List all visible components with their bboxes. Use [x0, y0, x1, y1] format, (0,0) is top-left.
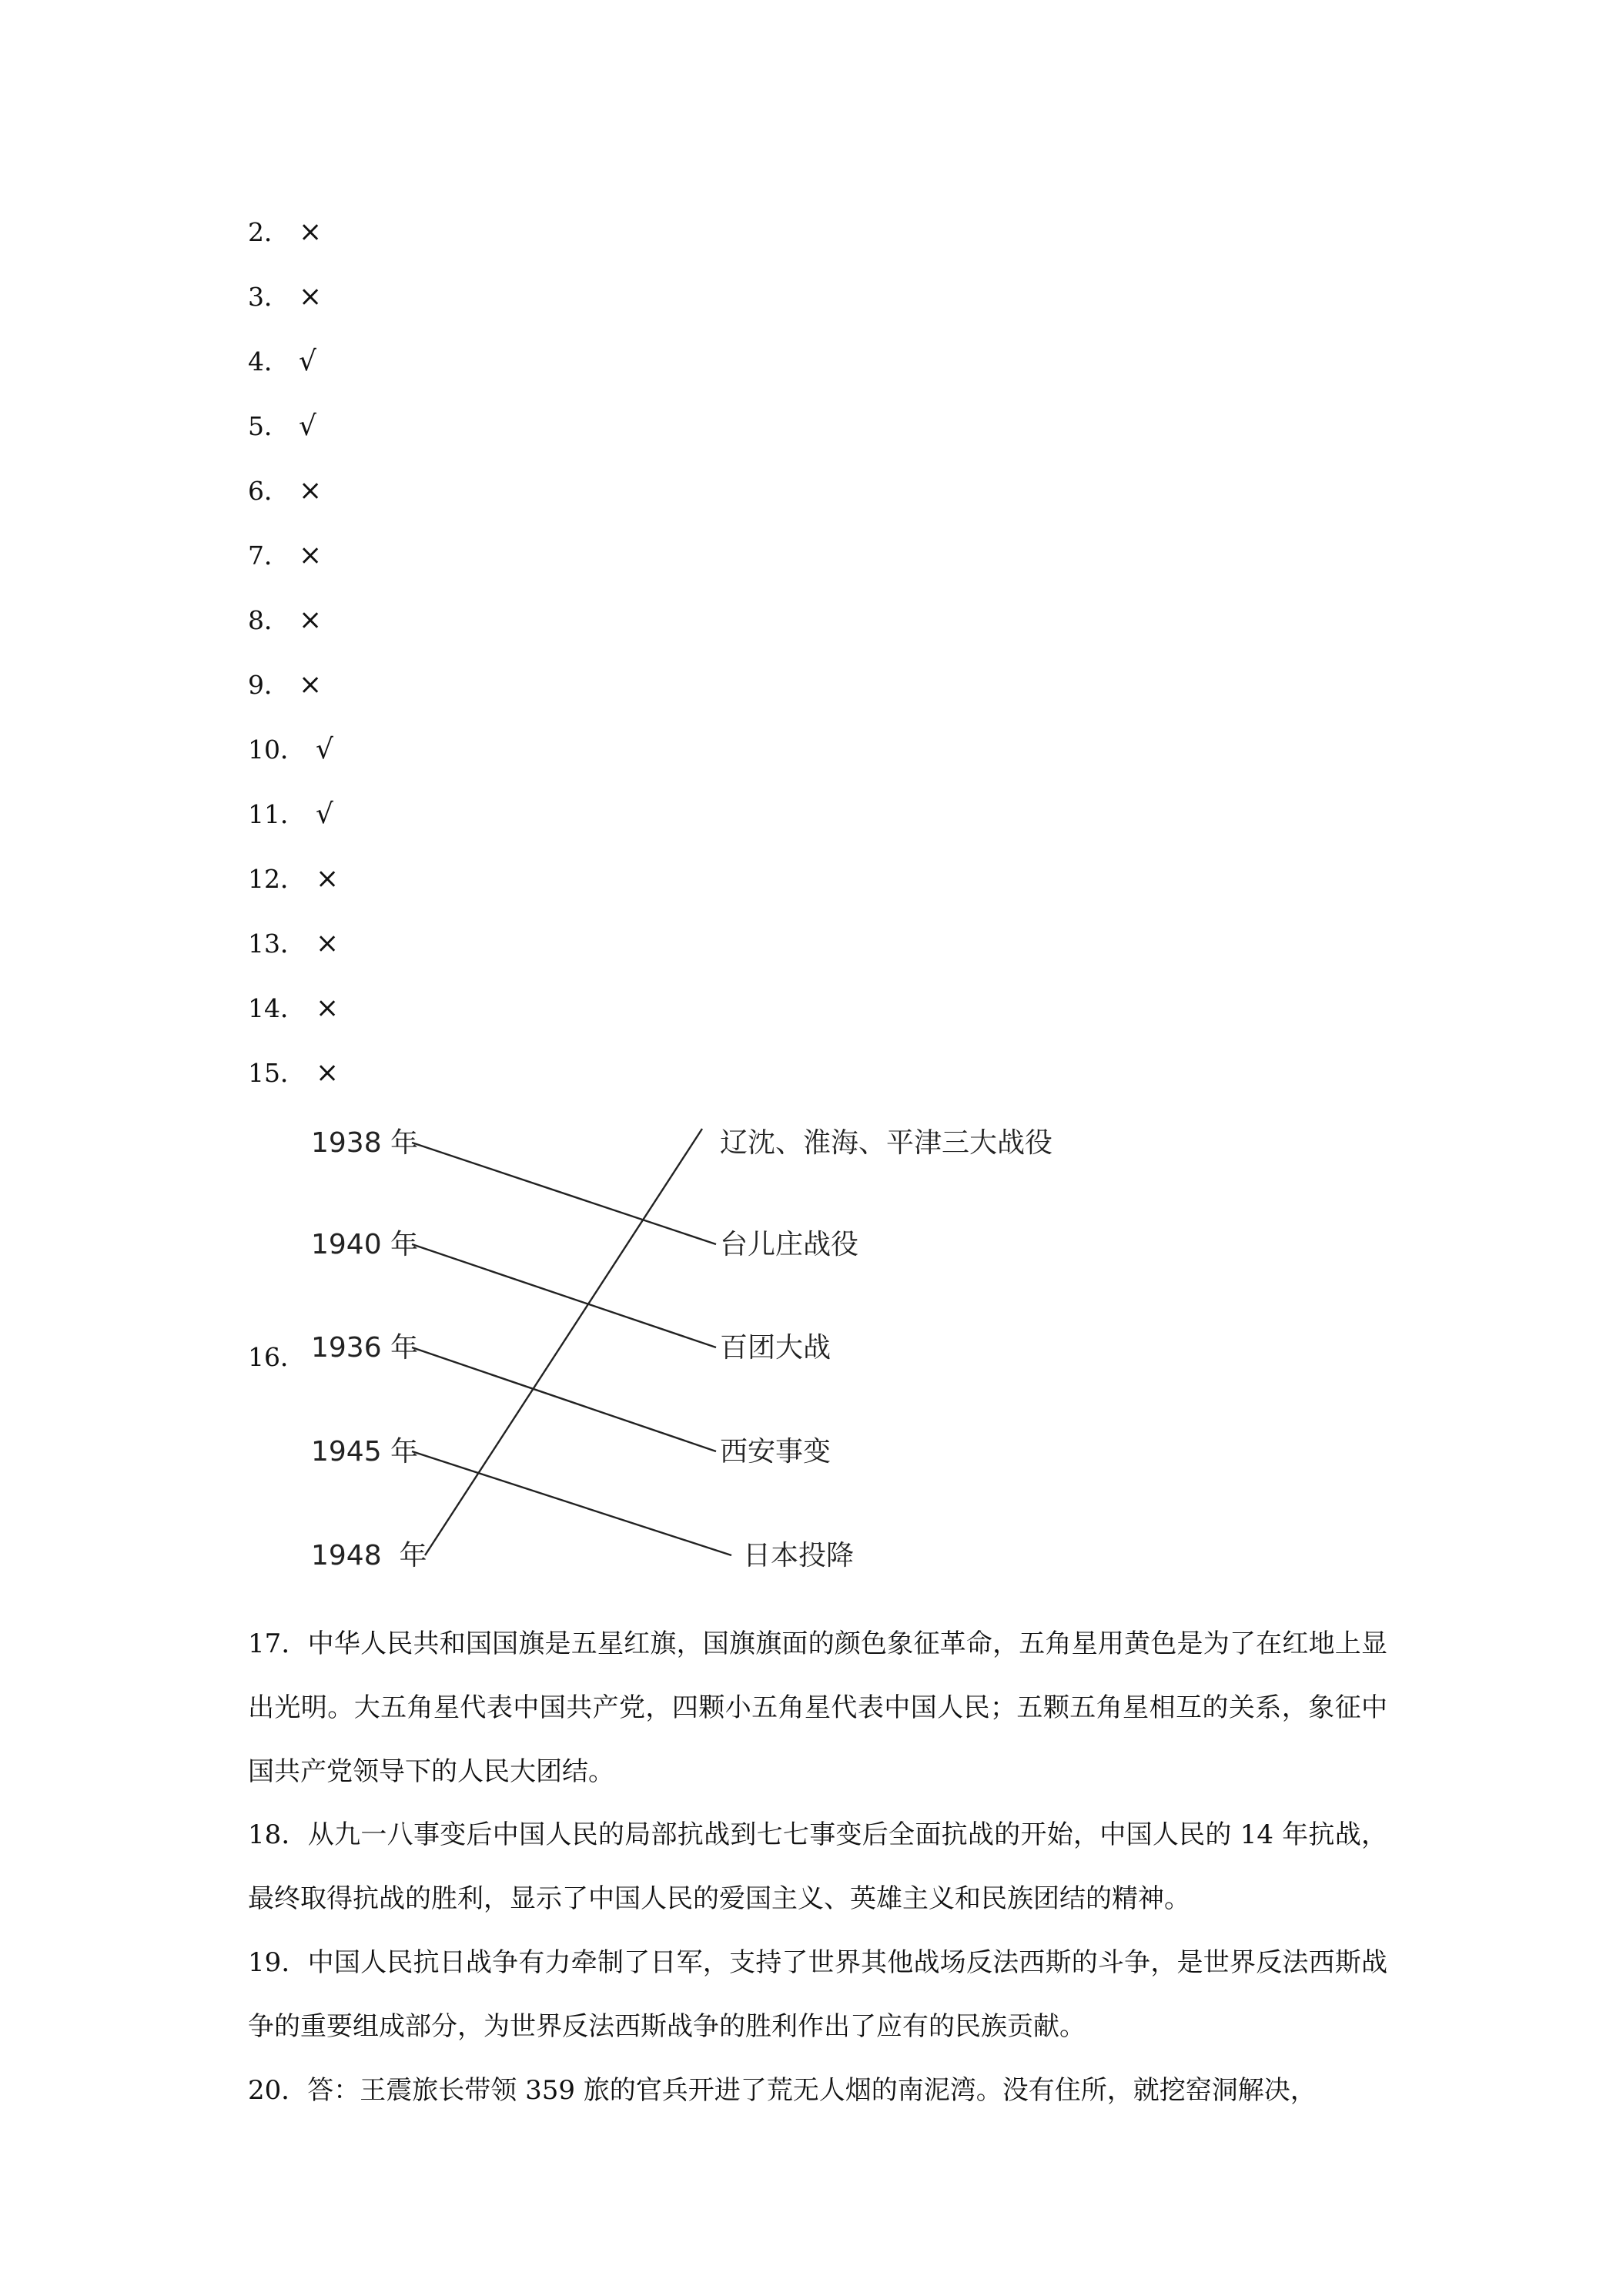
answer-number: 13．: [248, 929, 306, 959]
answer-mark: ×: [299, 540, 323, 571]
answer-number: 7．: [248, 541, 289, 571]
answer-number: 8．: [248, 605, 289, 635]
answer-mark: ×: [316, 992, 340, 1024]
answer-number: 11．: [248, 799, 306, 829]
event-label: 百团大战: [720, 1332, 832, 1364]
answer-mark: ×: [299, 475, 323, 507]
answer-18-paragraph: 18．从九一八事变后中国人民的局部抗战到七七事变后全面抗战的开始，中国人民的 14 年抗战，最终取得抗战的胜利，显示了中国人民的爱国主义、英雄主义和民族团结的精神。: [248, 1819, 1387, 1914]
event-label: 辽沈、淮海、平津三大战役: [720, 1127, 1053, 1159]
answer-number: 4．: [248, 346, 289, 377]
event-label: 西安事变: [720, 1436, 832, 1468]
answer-number: 10．: [248, 735, 306, 765]
answer-mark: ×: [299, 604, 323, 636]
matching-lines: [412, 1129, 731, 1555]
year-label: 1945 年: [311, 1436, 419, 1468]
year-label: 1940 年: [311, 1229, 419, 1260]
answer-mark: √: [316, 734, 333, 765]
match-line: [412, 1143, 716, 1244]
year-label: 1936 年: [311, 1332, 419, 1364]
answer-20-paragraph: 20．答：王震旅长带领 359 旅的官兵开进了荒无人烟的南泥湾。没有住所，就挖窑洞解决，: [248, 2075, 1317, 2106]
answer-number: 14．: [248, 993, 306, 1023]
answer-mark: ×: [299, 281, 323, 313]
answer-mark: ×: [316, 863, 340, 895]
answer-mark: ×: [316, 1057, 340, 1089]
answer-17-paragraph: 17．中华人民共和国国旗是五星红旗，国旗旗面的颜色象征革命，五角星用黄色是为了在红地上显出光明。大五角星代表中国共产党，四颗小五角星代表中国人民；五颗五角星相互的关系，象征中国共产党领导下的人民大团结。: [248, 1628, 1387, 1787]
question-16-number: 16．: [248, 1342, 306, 1372]
match-line: [412, 1347, 716, 1451]
answer-19-paragraph: 19．中国人民抗日战争有力牵制了日军，支持了世界其他战场反法西斯的斗争，是世界反法西斯战争的重要组成部分，为世界反法西斯战争的胜利作出了应有的民族贡献。: [248, 1947, 1387, 2042]
answer-number: 2．: [248, 217, 289, 247]
answer-number: 3．: [248, 282, 289, 312]
event-label: 台儿庄战役: [720, 1229, 859, 1260]
answer-mark: √: [299, 410, 316, 442]
answer-mark: ×: [316, 928, 340, 959]
answer-mark: ×: [299, 669, 323, 701]
answer-number: 5．: [248, 411, 289, 441]
answer-number: 9．: [248, 670, 289, 700]
year-label: 1938 年: [311, 1127, 419, 1159]
answer-mark: ×: [299, 216, 323, 248]
match-line: [412, 1244, 716, 1347]
answer-mark: √: [316, 798, 333, 830]
answer-number: 6．: [248, 476, 289, 506]
answer-number: 15．: [248, 1058, 306, 1088]
answer-number: 12．: [248, 864, 306, 894]
answer-mark: √: [299, 346, 316, 377]
event-label: 日本投降: [743, 1540, 855, 1571]
year-label: 1948 年: [311, 1540, 427, 1571]
